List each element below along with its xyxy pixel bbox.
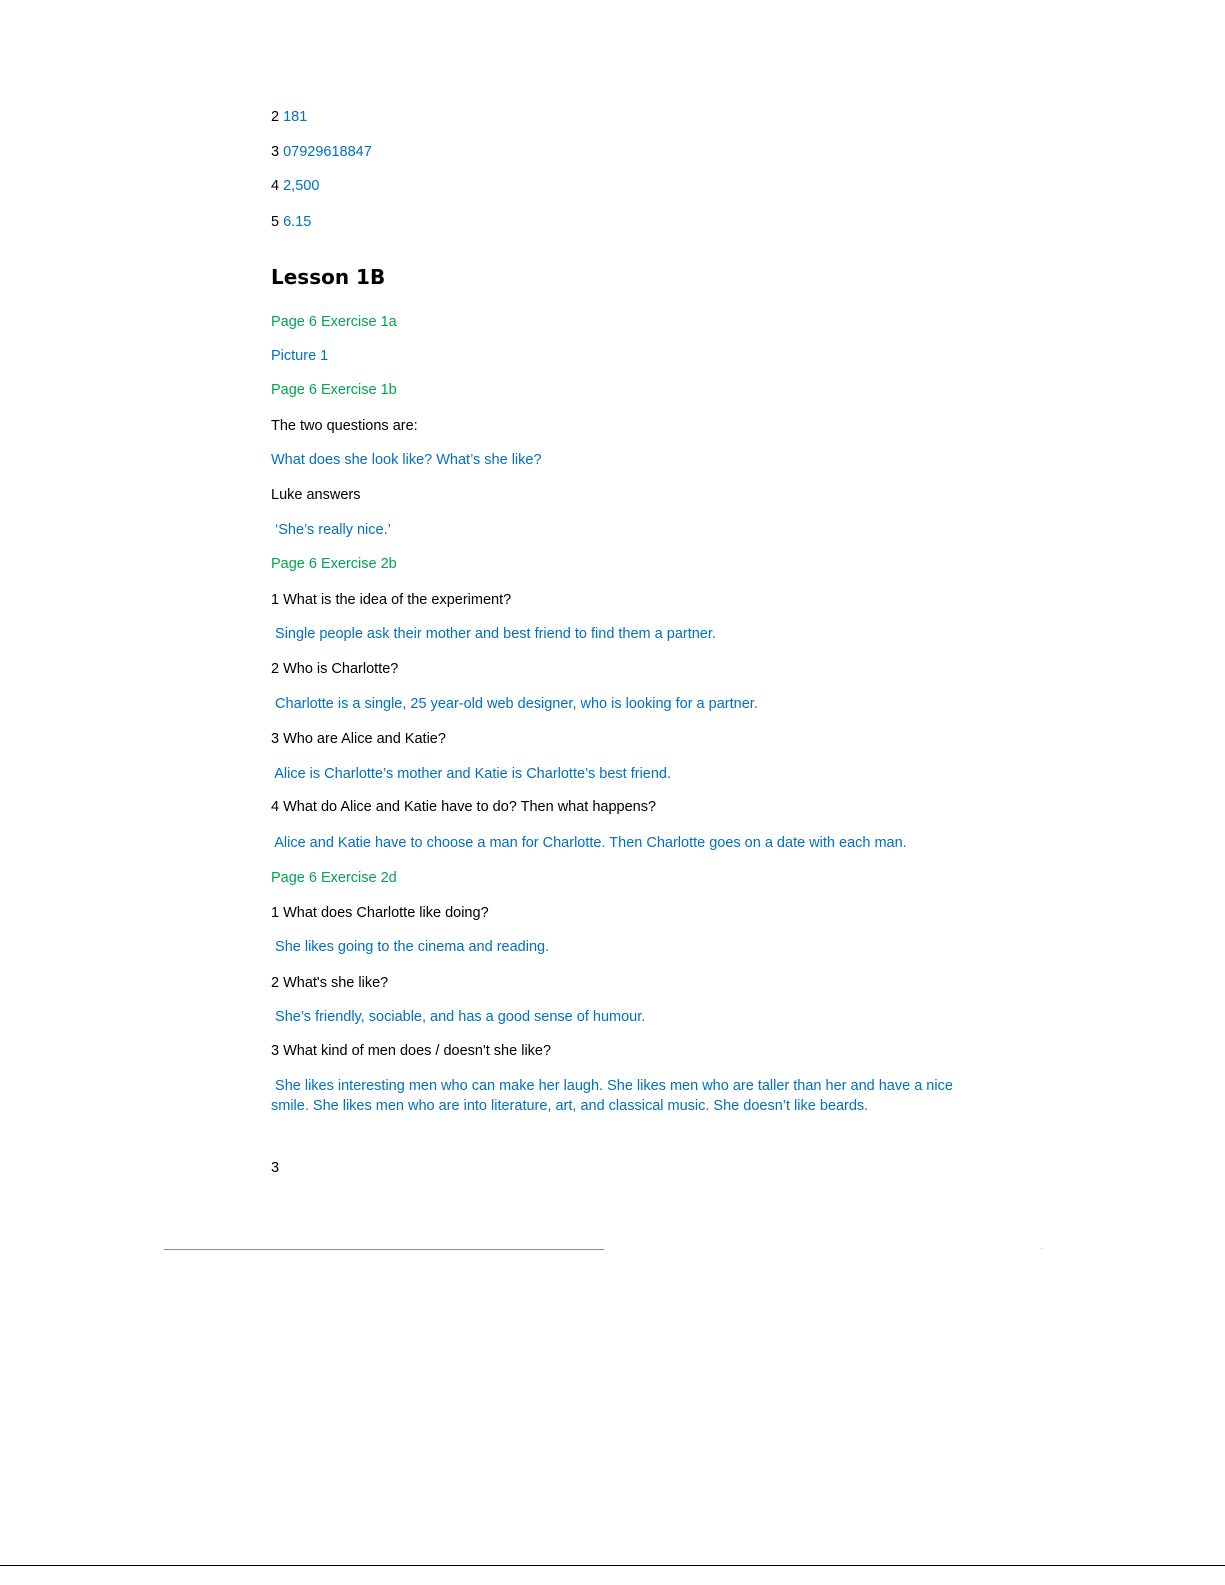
answer-value: 07929618847 [283, 144, 372, 160]
question-2b-3: 3 Who are Alice and Katie? [271, 731, 446, 747]
exercise-answer-luke: ‘She’s really nice.’ [271, 522, 391, 538]
exercise-heading-1b: Page 6 Exercise 1b [271, 382, 397, 398]
exercise-label-luke: Luke answers [271, 487, 361, 503]
question-2d-1: 1 What does Charlotte like doing? [271, 905, 489, 921]
question-2b-4: 4 What do Alice and Katie have to do? Then what happens? [271, 799, 657, 815]
answer-number: 2 [271, 109, 280, 125]
answer-line-2 [271, 108, 307, 126]
page-number: 3 [271, 1160, 280, 1176]
question-2d-3: 3 What kind of men does / doesn't she like? [271, 1043, 552, 1059]
answer-2b-3: Alice is Charlotte’s mother and Katie is Charlotte’s best friend. [271, 766, 672, 782]
answer-2b-2: Charlotte is a single, 25 year-old web designer, who is looking for a partner. [271, 696, 758, 712]
answer-2d-3: She likes interesting men who can make her laugh. She likes men who are taller than her and have a nice smile. She likes men who are into literature, art, and classical music. She doesn’t like beards. [271, 1078, 957, 1114]
answer-line-3 [271, 143, 372, 161]
question-2b-2: 2 Who is Charlotte? [271, 661, 399, 677]
answer-number: 4 [271, 178, 280, 194]
answer-value: 6.15 [283, 214, 312, 230]
question-2d-2: 2 What's she like? [271, 975, 389, 991]
exercise-heading-2d: Page 6 Exercise 2d [271, 870, 397, 886]
exercise-answer-1b-questions: What does she look like? What’s she like? [271, 452, 542, 468]
footer-divider [164, 1249, 604, 1250]
question-2b-1: 1 What is the idea of the experiment? [271, 592, 512, 608]
answer-number: 5 [271, 214, 280, 230]
answer-number: 3 [271, 144, 280, 160]
exercise-heading-1a: Page 6 Exercise 1a [271, 314, 397, 330]
footer-mark: .. [1040, 1245, 1044, 1251]
exercise-heading-2b: Page 6 Exercise 2b [271, 556, 397, 572]
exercise-intro-1b: The two questions are: [271, 418, 418, 434]
answer-line-4 [271, 177, 319, 195]
answer-2b-4: Alice and Katie have to choose a man for Charlotte. Then Charlotte goes on a date with each man. [271, 835, 907, 851]
page-bottom-border [0, 1565, 1225, 1566]
answer-2d-1: She likes going to the cinema and reading. [271, 939, 550, 955]
lesson-title: Lesson 1B [271, 265, 386, 289]
answer-2d-2: She’s friendly, sociable, and has a good sense of humour. [271, 1009, 646, 1025]
answer-line-5 [271, 213, 311, 231]
answer-2b-1: Single people ask their mother and best friend to find them a partner. [271, 626, 716, 642]
answer-value: 2,500 [283, 178, 320, 194]
answer-value: 181 [283, 109, 308, 125]
exercise-answer-1a: Picture 1 [271, 348, 329, 364]
